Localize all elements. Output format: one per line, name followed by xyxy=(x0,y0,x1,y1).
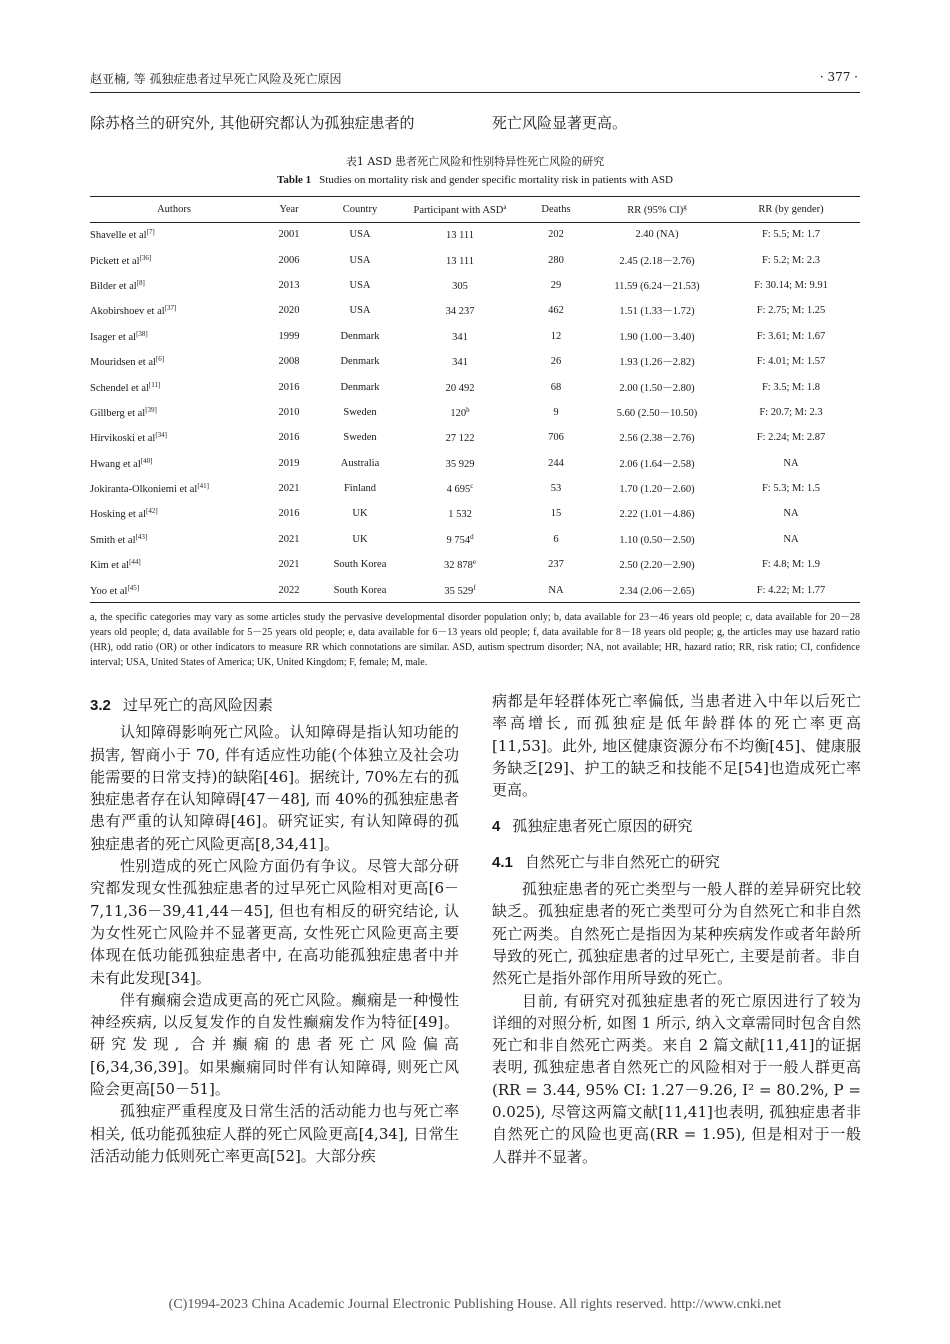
table-row xyxy=(90,501,860,526)
table-row xyxy=(90,349,860,374)
cell-year: 2006 xyxy=(278,254,300,266)
cell-author: Jokiranta-Olkoniemi et al[41] xyxy=(90,482,209,496)
col-header-rr: RR (95% CI)$^g$ xyxy=(627,203,687,216)
table-row xyxy=(90,425,860,450)
cell-deaths: 462 xyxy=(548,305,564,317)
table-body xyxy=(90,222,860,603)
cell-year: 1999 xyxy=(278,330,300,342)
cell-country: Sweden xyxy=(343,432,377,444)
mortality-table xyxy=(90,197,860,603)
cell-country: Denmark xyxy=(340,381,380,393)
cell-country: Finland xyxy=(343,483,377,495)
copyright-footer: (C)1994-2023 China Academic Journal Electronic Publishing House. All rights reserved. http://www.cnki.net xyxy=(168,1297,782,1312)
cell-participants: 341 xyxy=(452,331,468,343)
cell-participants: 32 878e xyxy=(444,558,476,572)
cell-country: USA xyxy=(349,229,371,241)
cell-year: 2021 xyxy=(278,483,300,495)
running-header-left: 赵亚楠, 等 孤独症患者过早死亡风险及死亡原因 xyxy=(90,72,342,86)
paragraph: 伴有癫痫会造成更高的死亡风险。癫痫是一种慢性神经疾病, 以反复发作的自发性癫痫发作为特征[49]。研究发现, 合并癫痫的患者死亡风险偏高[6,34,36,39]。如果癫痫同时伴有认知障碍, 则死亡风险会更高[50－51]。 xyxy=(90,990,459,1099)
cell-rr-gender: F: 4.22; M: 1.77 xyxy=(756,584,826,596)
cell-deaths: 280 xyxy=(548,254,564,266)
paragraph: 目前, 有研究对孤独症患者的死亡原因进行了较为详细的对照分析, 如图 1 所示, 纳入文章需同时包含自然死亡和非自然死亡两类。来自 2 篇文献[11,41]的证据表明, 孤独症患者自然死亡的风险相对于一般人群更高(RR = 3.44, 95% CI: 1.27－9.26, I² = 80.2%, P = 0.025), 尽管这两篇文献[11,41]也表明, 孤独症患者非自然死亡的风险也更高(RR = 1.95), 但是相对于一般人群并不显著。 xyxy=(492,991,861,1166)
table-label: Table 1 xyxy=(277,174,312,186)
section-heading-4: 4 孤独症患者死亡原因的研究 xyxy=(492,817,693,836)
cell-participants: 27 122 xyxy=(445,433,475,445)
intro-text-left: 除苏格兰的研究外, 其他研究都认为孤独症患者的 xyxy=(90,114,415,132)
page-number: · 377 · xyxy=(819,70,858,84)
section-heading-4-1: 4.1 自然死亡与非自然死亡的研究 xyxy=(492,852,720,871)
cell-year: 2020 xyxy=(278,305,300,317)
cell-author: Pickett et al[36] xyxy=(90,253,152,267)
cell-year: 2001 xyxy=(278,229,300,241)
cell-deaths: NA xyxy=(548,584,564,596)
cell-rr: 2.56 (2.38－2.76) xyxy=(619,433,695,445)
table-caption-en-text: Studies on mortality risk and gender specific mortality risk in patients with ASD xyxy=(319,174,673,186)
cell-country: Denmark xyxy=(340,330,380,342)
left-column xyxy=(90,690,459,1167)
cell-year: 2008 xyxy=(278,356,300,368)
cell-deaths: 244 xyxy=(548,457,564,469)
cell-rr-gender: F: 4.01; M: 1.57 xyxy=(756,356,826,368)
cell-author: Hosking et al[42] xyxy=(90,507,158,521)
table-row xyxy=(90,400,860,425)
col-header-deaths: Deaths xyxy=(541,204,571,215)
cell-author: Smith et al[43] xyxy=(90,532,148,546)
cell-deaths: 12 xyxy=(550,330,562,342)
col-header-authors: Authors xyxy=(157,204,191,215)
cell-country: Denmark xyxy=(340,356,380,368)
cell-participants: 341 xyxy=(452,357,468,369)
cell-rr-gender: NA xyxy=(783,533,799,545)
cell-participants: 9 754$^d$ xyxy=(446,532,474,546)
cell-country: South Korea xyxy=(333,559,387,571)
table-row xyxy=(90,247,860,272)
cell-deaths: 15 xyxy=(550,508,562,520)
col-header-rr-gender: RR (by gender) xyxy=(758,204,824,215)
cell-author: Kim et al[44] xyxy=(90,558,141,572)
cell-country: UK xyxy=(352,508,368,520)
paragraph: 性别造成的死亡风险方面仍有争议。尽管大部分研究都发现女性孤独症患者的过早死亡风险相对更高[6－7,11,36－39,41,44－45], 但也有相反的研究结论, 认为女性死亡风险并不显著更高, 女性死亡风险更高主要体现在低功能孤独症患者中, 在高功能孤独症患者中并未有此发现[34]。 xyxy=(90,857,459,987)
cell-author: Hwang et al[40] xyxy=(90,456,153,470)
cell-year: 2019 xyxy=(278,457,300,469)
cell-rr: 1.93 (1.26－2.82) xyxy=(619,357,695,369)
cell-rr-gender: NA xyxy=(783,457,799,469)
cell-rr-gender: F: 20.7; M: 2.3 xyxy=(759,406,823,418)
header-rule xyxy=(90,92,860,93)
cell-deaths: 29 xyxy=(550,279,562,291)
col-header-participants: Participant with ASD$^a$ xyxy=(413,203,507,216)
cell-rr: 1.10 (0.50－2.50) xyxy=(619,534,695,546)
cell-year: 2010 xyxy=(278,406,300,418)
cell-author: Akobirshoev et al[37] xyxy=(90,304,177,318)
cell-participants: 20 492 xyxy=(445,382,475,394)
cell-rr: 1.90 (1.00－3.40) xyxy=(619,331,695,343)
paragraph: 孤独症患者的死亡类型与一般人群的差异研究比较缺乏。孤独症患者的死亡类型可分为自然死亡和非自然死亡两类。自然死亡是指因为某种疾病发作或者年龄所导致的死亡, 孤独症患者的过早死亡, 主要是前者。非自然死亡是指外部作用所导致的死亡。 xyxy=(492,880,861,988)
paragraph: 认知障碍影响死亡风险。认知障碍是指认知功能的损害, 智商小于 70, 伴有适应性功能(个体独立及社会功能需要的日常支持)的缺陷[46]。据统计, 70%左右的孤独症患者存在认知障碍[47－48], 而 40%的孤独症患者患有严重的认知障碍[46]。研究证实, 有认知障碍的孤独症患者的死亡风险更高[8,34,41]。 xyxy=(90,723,459,853)
cell-rr: 2.34 (2.06－2.65) xyxy=(619,585,695,597)
cell-rr: 2.40 (NA) xyxy=(635,229,679,241)
cell-participants: 13 111 xyxy=(445,255,475,267)
cell-deaths: 237 xyxy=(548,559,564,571)
cell-country: USA xyxy=(349,254,371,266)
cell-rr: 5.60 (2.50－10.50) xyxy=(616,407,698,419)
table-row xyxy=(90,451,860,476)
cell-author: Schendel et al[11] xyxy=(90,380,161,394)
cell-rr: 2.50 (2.20－2.90) xyxy=(619,560,695,572)
cell-year: 2016 xyxy=(278,432,300,444)
table-row xyxy=(90,298,860,323)
table-row xyxy=(90,527,860,552)
cell-rr-gender: F: 5.5; M: 1.7 xyxy=(761,229,821,241)
cell-rr-gender: F: 30.14; M: 9.91 xyxy=(754,279,828,291)
cell-rr: 1.70 (1.20－2.60) xyxy=(619,484,695,496)
cell-rr: 2.45 (2.18－2.76) xyxy=(619,255,695,267)
cell-participants: 35 929 xyxy=(445,458,475,470)
table-row xyxy=(90,273,860,298)
paragraph: 病都是年轻群体死亡率偏低, 当患者进入中年以后死亡率高增长, 而孤独症是低年龄群体的死亡率更高[11,53]。此外, 地区健康资源分布不均衡[45]、健康服务缺乏[29]、护工的缺乏和技能不足[54]也造成死亡率更高。 xyxy=(492,692,861,800)
cell-participants: 34 237 xyxy=(445,306,475,318)
cell-country: USA xyxy=(349,305,371,317)
cell-deaths: 6 xyxy=(553,533,559,545)
cell-year: 2021 xyxy=(278,559,300,571)
table-row xyxy=(90,476,860,501)
cell-participants: 120$^b$ xyxy=(450,405,470,419)
cell-participants: 305 xyxy=(452,280,468,292)
cell-country: Australia xyxy=(340,457,380,469)
cell-deaths: 202 xyxy=(548,229,564,241)
table-row xyxy=(90,374,860,399)
cell-author: Hirvikoski et al[34] xyxy=(90,431,167,445)
cell-rr: 2.22 (1.01－4.86) xyxy=(619,509,695,521)
table-header-row xyxy=(90,197,860,222)
table-row xyxy=(90,222,860,247)
cell-author: Shavelle et al[7] xyxy=(90,228,155,242)
cell-participants: 35 529$^f$ xyxy=(444,583,476,597)
cell-deaths: 706 xyxy=(548,432,564,444)
cell-rr-gender: F: 5.3; M: 1.5 xyxy=(761,483,821,495)
col-header-year: Year xyxy=(279,204,299,215)
cell-deaths: 9 xyxy=(553,406,559,418)
cell-author: Isager et al[38] xyxy=(90,329,148,343)
cell-rr: 2.06 (1.64－2.58) xyxy=(619,458,695,470)
cell-country: Sweden xyxy=(343,406,377,418)
cell-rr-gender: F: 3.5; M: 1.8 xyxy=(761,381,821,393)
cell-deaths: 26 xyxy=(550,356,562,368)
cell-author: Gillberg et al[39] xyxy=(90,405,157,419)
cell-rr: 1.51 (1.33－1.72) xyxy=(619,306,695,318)
cell-rr: 2.00 (1.50－2.80) xyxy=(619,382,695,394)
cell-author: Mouridsen et al[6] xyxy=(90,355,165,369)
intro-text-right: 死亡风险显著更高。 xyxy=(492,114,628,132)
cell-participants: 13 111 xyxy=(445,230,475,242)
cell-year: 2013 xyxy=(278,279,300,291)
table-caption-cn: 表1 ASD 患者死亡风险和性别特异性死亡风险的研究 xyxy=(345,155,605,168)
cell-deaths: 53 xyxy=(550,483,562,495)
cell-year: 2021 xyxy=(278,533,300,545)
cell-author: Yoo et al[45] xyxy=(90,583,140,597)
cell-rr-gender: F: 2.75; M: 1.25 xyxy=(756,305,826,317)
cell-rr-gender: NA xyxy=(783,508,799,520)
cell-year: 2016 xyxy=(278,381,300,393)
cell-year: 2022 xyxy=(278,584,300,596)
table-row xyxy=(90,577,860,602)
right-column xyxy=(492,690,861,1168)
paragraph: 孤独症严重程度及日常生活的活动能力也与死亡率相关, 低功能孤独症人群的死亡风险更高[4,34], 日常生活活动能力低则死亡率更高[52]。大部分疾 xyxy=(90,1102,459,1165)
cell-rr-gender: F: 5.2; M: 2.3 xyxy=(761,254,821,266)
table-caption-en xyxy=(0,174,950,186)
table-row xyxy=(90,324,860,349)
cell-country: UK xyxy=(352,533,368,545)
cell-country: USA xyxy=(349,279,371,291)
cell-year: 2016 xyxy=(278,508,300,520)
cell-participants: 4 695$^c$ xyxy=(446,482,474,496)
section-heading-3-2: 3.2 过早死亡的高风险因素 xyxy=(90,696,273,714)
col-header-country: Country xyxy=(342,204,378,215)
cell-participants: 1 532 xyxy=(448,509,472,521)
cell-deaths: 68 xyxy=(550,381,562,393)
cell-rr-gender: F: 3.61; M: 1.67 xyxy=(756,330,826,342)
cell-author: Bilder et al[8] xyxy=(90,278,145,292)
table-footnote: a, the specific categories may vary as some articles study the pervasive developmental disorder population only; b, data available for 23－46 years old people; c, data available for 20－28 years old people; d, data available for 5－25 years old people; e, data available for 6－13 years old people; f, data available for 8－18 years old people; g, the articles may use hazard ratio (HR), odd ratio (OR) or other indicators to measure RR which connotations are similar. ASD, autism spectrum disorder; NA, not available; HR, hazard ratio; RR, risk ratio; CI, confidence interval; USA, United States of America; UK, United Kingdom; F, female; M, male. xyxy=(90,612,860,668)
cell-rr-gender: F: 2.24; M: 2.87 xyxy=(756,432,826,444)
cell-country: South Korea xyxy=(333,584,387,596)
cell-rr: 11.59 (6.24－21.53) xyxy=(614,280,700,292)
table-row xyxy=(90,552,860,577)
cell-rr-gender: F: 4.8; M: 1.9 xyxy=(761,559,821,571)
